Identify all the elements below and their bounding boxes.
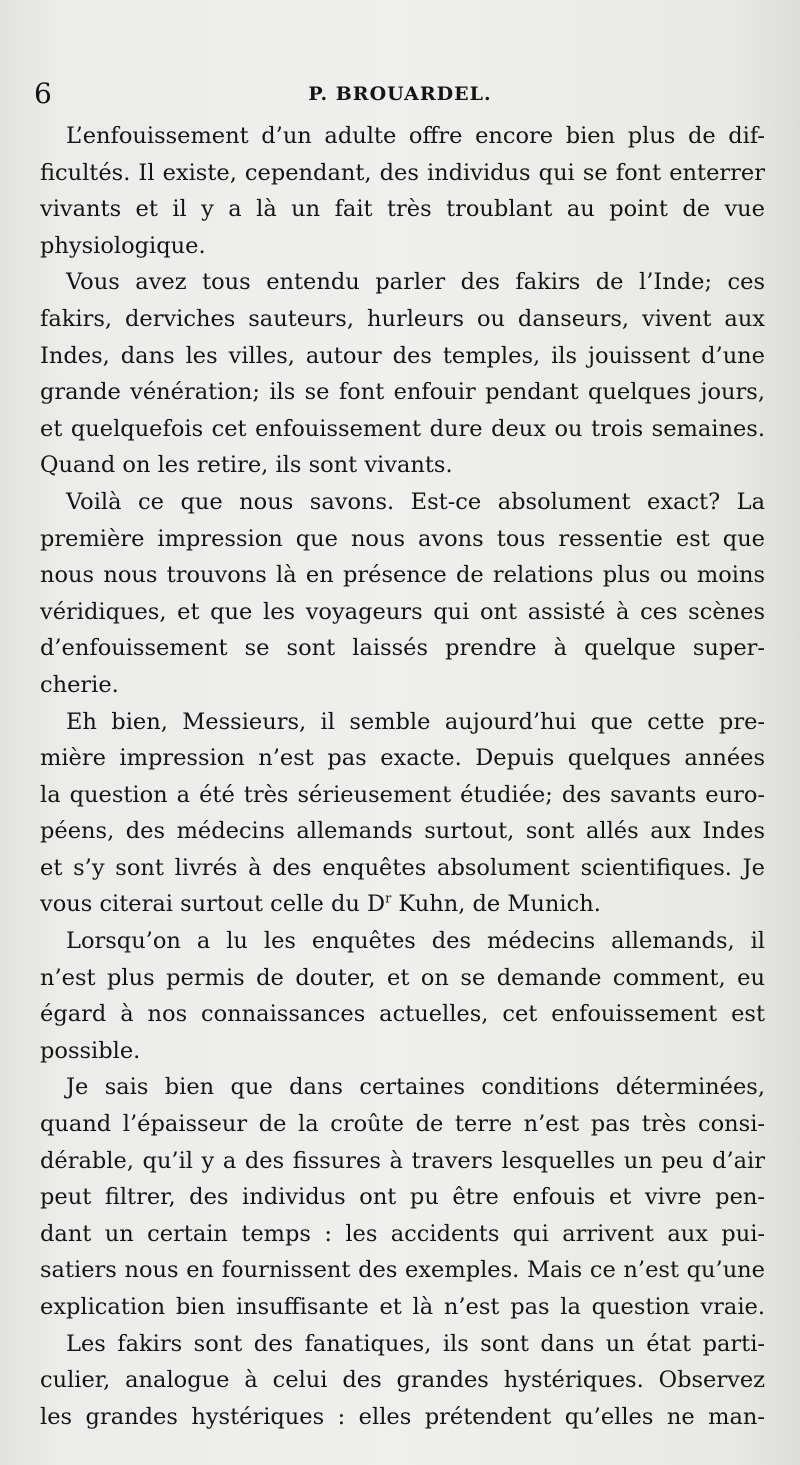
text-segment: Kuhn, de Munich. bbox=[391, 891, 601, 918]
text-line: Lorsqu’on a lu les enquêtes des médecins allemands, il bbox=[66, 928, 765, 955]
paragraph bbox=[40, 704, 765, 924]
text-line: culier, analogue à celui des grandes hystériques. Observez bbox=[40, 1367, 765, 1394]
text-line: cherie. bbox=[40, 671, 119, 698]
text-line: Voilà ce que nous savons. Est-ce absolument exact? La bbox=[66, 488, 765, 515]
text-line: Les fakirs sont des fanatiques, ils sont dans un état parti- bbox=[66, 1330, 765, 1357]
text-line: Vous avez tous entendu parler des fakirs de l’Inde; ces bbox=[66, 269, 765, 296]
paragraph bbox=[40, 118, 765, 264]
text-line: possible. bbox=[40, 1037, 141, 1064]
text-line: explication bien insuffisante et là n’est pas la question vraie. bbox=[40, 1294, 765, 1320]
paragraph bbox=[40, 484, 765, 704]
text-line: ficultés. Il existe, cependant, des individus qui se font enterrer bbox=[40, 159, 765, 186]
text-line: physiologique. bbox=[40, 232, 206, 259]
text-line: satiers nous en fournissent des exemples. Mais ce n’est qu’une bbox=[40, 1257, 765, 1284]
text-line: Indes, dans les villes, autour des temples, ils jouissent d’une bbox=[40, 342, 765, 369]
text-line: dant un certain temps : les accidents qui arrivent aux pui- bbox=[40, 1220, 765, 1247]
text-line: Je sais bien que dans certaines conditions déterminées, bbox=[66, 1074, 765, 1101]
text-line: véridiques, et que les voyageurs qui ont assisté à ces scènes bbox=[40, 598, 765, 625]
paragraph bbox=[40, 923, 765, 1069]
text-segment: vous citerai surtout celle du D bbox=[40, 891, 386, 918]
text-line: Quand on les retire, ils sont vivants. bbox=[40, 452, 453, 479]
text-line: L’enfouissement d’un adulte offre encore bien plus de dif- bbox=[66, 123, 765, 149]
running-head: P. BROUARDEL. bbox=[308, 83, 492, 105]
page-number: 6 bbox=[34, 77, 52, 110]
text-line: égard à nos connaissances actuelles, cet enfouissement est bbox=[40, 1001, 765, 1028]
text-line: dérable, qu’il y a des fissures à travers lesquelles un peu d’air bbox=[40, 1147, 765, 1174]
text-line bbox=[40, 886, 765, 923]
text-line: fakirs, derviches sauteurs, hurleurs ou danseurs, vivent aux bbox=[40, 305, 765, 332]
text-line: et quelquefois cet enfouissement dure deux ou trois semaines. bbox=[40, 415, 765, 442]
text-line: quand l’épaisseur de la croûte de terre n’est pas très consi- bbox=[40, 1111, 765, 1138]
text-line: première impression que nous avons tous ressentie est que bbox=[40, 525, 765, 552]
text-line: d’enfouissement se sont laissés prendre à quelque super- bbox=[40, 635, 765, 662]
paragraph bbox=[40, 1069, 765, 1325]
text-line: n’est plus permis de douter, et on se demande comment, eu bbox=[40, 964, 765, 991]
text-line: et s’y sont livrés à des enquêtes absolument scientifiques. Je bbox=[40, 854, 765, 881]
text-line: peut filtrer, des individus ont pu être enfouis et vivre pen- bbox=[40, 1184, 765, 1211]
text-line: les grandes hystériques : elles prétendent qu’elles ne man- bbox=[40, 1403, 765, 1430]
text-line: la question a été très sérieusement étudiée; des savants euro- bbox=[40, 781, 765, 808]
body-text bbox=[40, 118, 765, 1435]
paragraph bbox=[40, 1326, 765, 1436]
paragraph bbox=[40, 264, 765, 484]
text-line: nous nous trouvons là en présence de relations plus ou moins bbox=[40, 562, 765, 589]
text-line: Eh bien, Messieurs, il semble aujourd’hui que cette pre- bbox=[66, 708, 765, 735]
text-line: vivants et il y a là un fait très troublant au point de vue bbox=[40, 196, 765, 223]
text-line: péens, des médecins allemands surtout, sont allés aux Indes bbox=[40, 818, 765, 845]
page-header bbox=[0, 74, 800, 114]
text-line: grande vénération; ils se font enfouir pendant quelques jours, bbox=[40, 379, 765, 406]
superscript: r bbox=[385, 891, 392, 907]
text-line: mière impression n’est pas exacte. Depuis quelques années bbox=[40, 745, 765, 772]
